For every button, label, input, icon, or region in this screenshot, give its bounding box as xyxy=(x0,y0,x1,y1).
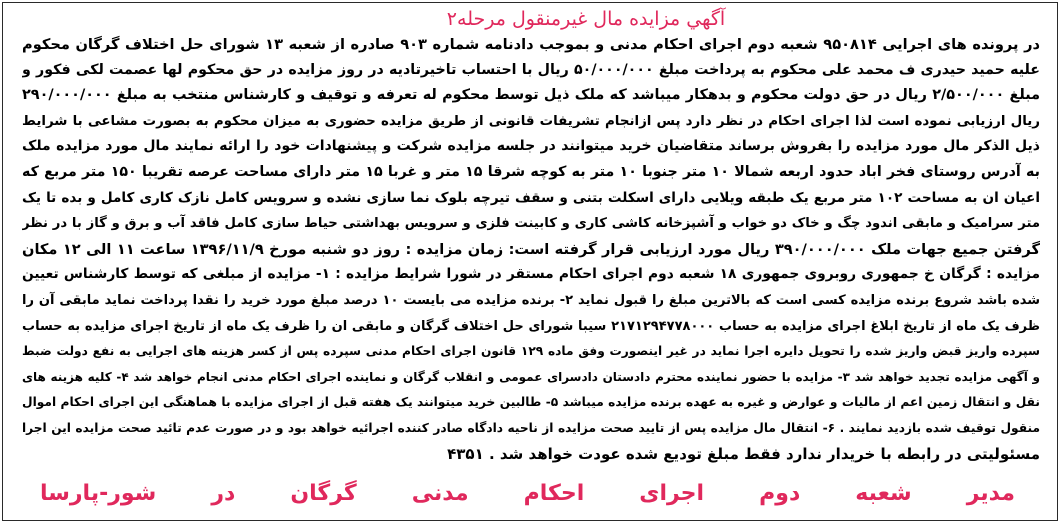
notice-body-line: ظرف یک ماه از تاریخ ابلاغ اجرای مزایده به حساب ۲۱۷۱۲۹۴۷۷۸۰۰۰ سیبا شورای حل اختلاف گرگان و مابقی ان را ظرف یک ماه از تاریخ اجرای مزایده به حساب xyxy=(22,318,1040,334)
notice-body-line: سپرده واریز قبض واریز شده را تحویل دایره اجرا نماید در غیر اینصورت وفق ماده ۱۲۹ قانون اجرای احکام مدنی سپرده پس از کسر هزینه های اجرایی به نفع دولت ضبط xyxy=(22,344,1040,359)
notice-body xyxy=(22,32,1040,467)
notice-body-line: ذیل الذکر مال مورد مزایده را بفروش برساند متقاضیان خرید میتوانند در جلسه مزایده شرکت و پیشنهادات خود را ارائه نمایند مال مورد مزایده ملک xyxy=(22,138,1040,155)
notice-body-line: ریال ارزیابی نموده است لذا اجرای احکام در نظر دارد پس ازانجام تشریفات قانونی از طریق مزایده حضوری به میزان محکوم به بصورت مشاعی با شرایط xyxy=(22,113,1040,129)
notice-body-line: اعیان ان به مساحت ۱۰۲ متر مربع یک طبقه ویلایی دارای اسکلت بتنی و سقف تیرچه بلوک نما سازی نشده و سرویس کامل نازک کاری کامل و بده تا یک xyxy=(22,189,1040,206)
notice-title: آگهي مزايده مال غيرمنقول مرحله۲ xyxy=(446,8,726,30)
notice-body-line: مزایده : گرگان خ جمهوری روبروی جمهوری ۱۸ شعبه دوم اجرای احکام مستقر در شورا شرایط مزایده : ۱- مزایده از مبلغی که توسط کارشناس تعیین xyxy=(22,266,1040,283)
notice-body-line-last: مسئولیتی در رابطه با خریدار ندارد فقط مبلغ تودیع شده عودت خواهد شد . ۴۳۵۱ xyxy=(447,444,1040,463)
notice-body-line: به آدرس روستای فخر اباد حدود اربعه شمالا ۱۰ متر جنوبا ۱۰ متر به کوچه شرقا ۱۵ متر و غربا ۱۵ متر دارای مساحت عرصه تقریبا ۱۵۰ متر مربع که xyxy=(22,163,1040,180)
notice-body-line: در پرونده های اجرایی ۹۵۰۸۱۴ شعبه دوم اجرای احکام مدنی و بموجب دادنامه شماره ۹۰۳ صادره از شعبه ۱۳ شورای حل اختلاف گرگان محکوم xyxy=(22,36,1040,53)
notice-body-line: متر سرامیک و مابقی اندود چگ و خاک دو خواب و آشپزخانه کاشی کاری و کابینت فلزی و سرویس بهداشتی حیاط سازی کامل فاقد آب و برق و گاز با در نظر xyxy=(22,216,1040,232)
notice-body-line: شده باشد شروع برنده مزایده کسی است که بالاترین مبلغ را قبول نماید ۲- برنده مزایده می بایست ۱۰ درصد مبلغ مورد خرید را نقدا پرداخت نماید مابقی آن را xyxy=(22,292,1040,308)
notice-body-line: و آگهی مزایده تجدید خواهد شد ۳- مزایده با حضور نماینده محترم دادستان دادسرای عمومی و انقلاب گرگان و نماینده اجرای احکام مدنی انجام خواهد شد ۴- کلیه هزینه های xyxy=(22,369,1040,384)
notice-body-line: مبلغ ۲/۵۰۰/۰۰۰ ریال در حق دولت محکوم و بدهکار میباشد که ملک ذیل توسط محکوم له تعرفه و توقیف و کارشناس منتخب به مبلغ ۲۹۰/۰۰۰/۰۰۰ xyxy=(22,87,1040,104)
notice-footer-signature: مدیر شعبه دوم اجرای احکام مدنی گرگان در شور-پارسا xyxy=(40,481,1015,506)
notice-body-line: نقل و انتقال زمین اعم از مالیات و عوارض و غیره به عهده برنده مزایده میباشد ۵- طالبین خرید میتوانند یک هفته قبل از اجرای مزایده با هماهنگی این اجرای احکام اموال xyxy=(22,395,1040,410)
notice-body-line: منقول توقیف شده بازدید نمایند . ۶- انتقال مال مزایده پس از تایید صحت مزایده از ناحیه دادگاه صادر کننده اجرائیه خواهد بود و در صورت عدم تائید صحت مزایده این اجرا xyxy=(22,420,1040,435)
notice-body-line: گرفتن جمیع جهات ملک ۳۹۰/۰۰۰/۰۰۰ ریال مورد ارزیابی قرار گرفته است: زمان مزایده : روز دو شنبه مورخ ۱۳۹۶/۱۱/۹ ساعت ۱۱ الی ۱۲ مکان xyxy=(22,240,1040,258)
notice-body-line: علیه حمید حیدری ف محمد علی محکوم به پرداخت مبلغ ۵۰/۰۰۰/۰۰۰ ریال با احتساب تاخیرتادیه در روز مزایده در حق محکوم لها عصمت لکی فکور و xyxy=(22,61,1040,78)
